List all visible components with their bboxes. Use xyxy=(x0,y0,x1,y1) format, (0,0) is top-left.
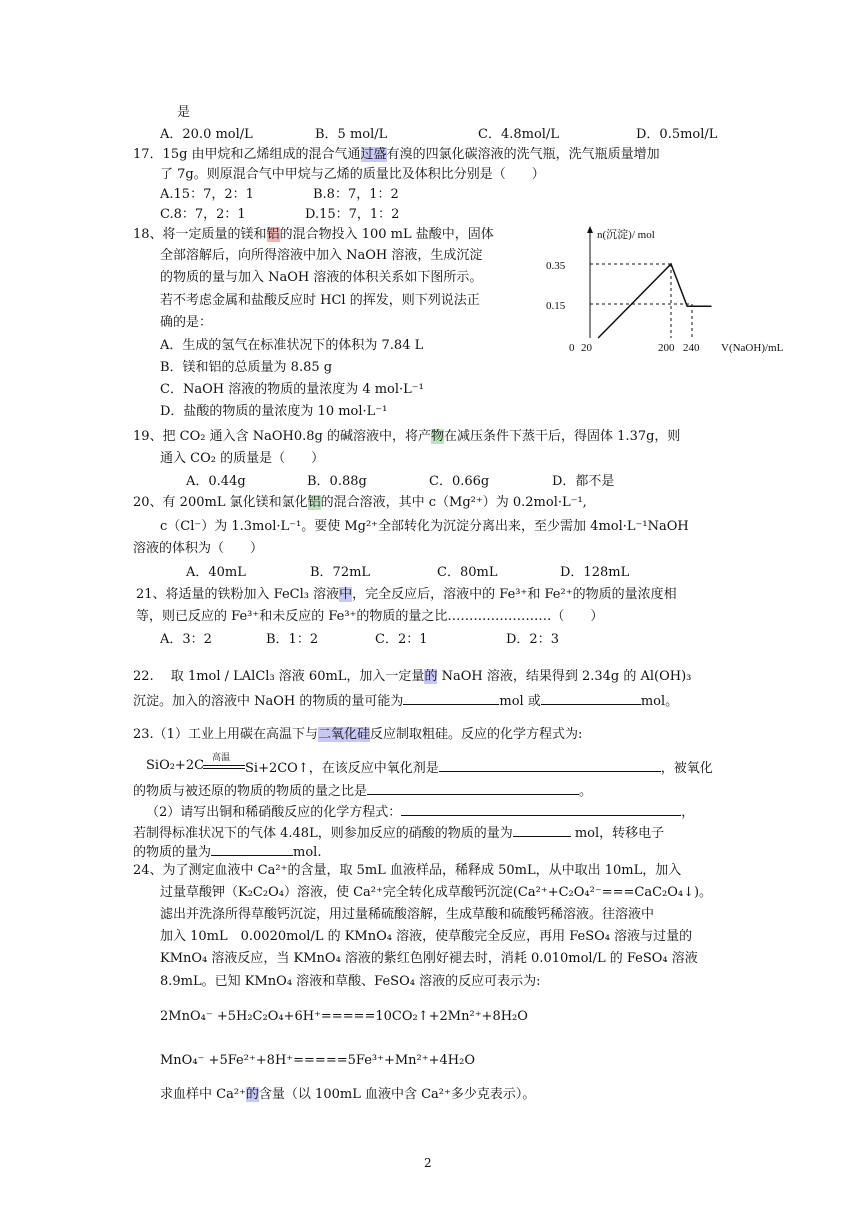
q21-highlight: 中 xyxy=(339,587,353,602)
q20-text-b: 的混合溶液，其中 c（Mg²⁺）为 0.2mol·L⁻¹, xyxy=(320,495,587,510)
q17-option-b: B.8：7，1：2 xyxy=(313,187,399,202)
q23-highlight: 二氧化硅 xyxy=(317,727,370,742)
q17-highlight: 过盛 xyxy=(360,147,387,162)
q22-text-e: mol。 xyxy=(640,694,679,709)
q20-option-d: D．128mL xyxy=(560,565,630,580)
q23-text-f: ， xyxy=(681,805,695,820)
q17-option-c: C.8：7，2：1 xyxy=(160,207,246,222)
q23-line-5 xyxy=(133,822,664,843)
page-number: 2 xyxy=(424,1156,432,1170)
q19-line-2: 通入 CO₂ 的质量是（ ） xyxy=(160,451,325,466)
q16-option-b: B．5 mol/L xyxy=(315,127,388,142)
q20-highlight: 铝 xyxy=(307,495,321,510)
precipitate-curve xyxy=(598,264,711,338)
q22-line-1 xyxy=(133,668,691,686)
q23-text-i: 的物质的量为 xyxy=(133,845,212,860)
x-tick-20: 20 xyxy=(581,342,592,354)
y-axis-label: n(沉淀)/ mol xyxy=(597,229,655,241)
q21-text-b: ，完全反应后，溶液中的 Fe³⁺和 Fe²⁺的物质的量浓度相 xyxy=(352,587,677,602)
q21-option-d: D．2：3 xyxy=(506,632,559,647)
q18-text-a: 18、将一定质量的镁和 xyxy=(133,227,267,242)
q17-line-1 xyxy=(133,146,660,164)
q19-option-a: A．0.44g xyxy=(186,474,246,489)
x-axis-label: V(NaOH)/mL xyxy=(721,342,784,354)
q21-option-c: C．2：1 xyxy=(375,632,428,647)
q21-option-b: B．1：2 xyxy=(266,632,319,647)
q23-equation-tail: ，被氧化 xyxy=(660,761,713,776)
q17-option-a: A.15：7，2：1 xyxy=(160,187,254,202)
q16-tail: 是 xyxy=(177,105,191,120)
q18-text-b: 的混合物投入 100 mL 盐酸中，固体 xyxy=(279,227,494,242)
q16-option-d: D．0.5mol/L xyxy=(636,127,718,142)
q21-line-1 xyxy=(136,586,677,604)
q22-line-2 xyxy=(133,690,678,711)
q23-text-h: mol，转移电子 xyxy=(570,826,665,841)
q17-text-a: 17．15g 由甲烷和乙烯组成的混合气通 xyxy=(133,147,361,162)
q17-line-2: 了 7g。则原混合气中甲烷与乙烯的质量比及体积比分别是（ ） xyxy=(160,167,545,182)
q23-condition-label: 高温 xyxy=(212,753,231,763)
q24-highlight: 的 xyxy=(245,1087,259,1102)
q24-text-b: 含量（以 100mL 血液中含 Ca²⁺多少克表示）。 xyxy=(258,1087,536,1102)
q23-equation-right: Si+2CO↑，在该反应中氧化剂是 xyxy=(245,761,439,776)
q20-line-1 xyxy=(133,494,587,512)
y-tick-0.35: 0.35 xyxy=(546,260,566,272)
q24-line-1: 24、为了测定血液中 Ca²⁺的含量，取 5mL 血液样品，稀释成 50mL，从中取出 10mL，加入 xyxy=(133,863,682,878)
q19-line-1 xyxy=(133,428,680,446)
q23-line-6 xyxy=(133,841,321,862)
q19-option-d: D．都不是 xyxy=(552,474,615,489)
q21-line-2: 等，则已反应的 Fe³⁺和未反应的 Fe³⁺的物质的量之比……………………（ ） xyxy=(136,609,604,624)
q18-line-5: 确的是： xyxy=(160,315,213,330)
q24-line-3: 滤出并洗涤所得草酸钙沉淀，用过量稀硫酸溶解，生成草酸和硫酸钙稀溶液。往溶液中 xyxy=(160,907,655,922)
q19-text-b: 在减压条件下蒸干后，得固体 1.37g，则 xyxy=(444,429,681,444)
x-tick-0: 0 xyxy=(569,342,575,354)
q18-option-a: A．生成的氢气在标准状况下的体积为 7.84 L xyxy=(160,338,424,353)
q23-oxidant-blank[interactable] xyxy=(439,757,661,772)
q23-text-j: mol. xyxy=(293,845,322,860)
q20-text-a: 20、有 200mL 氯化镁和氯化 xyxy=(133,495,308,510)
q18-line-4: 若不考虑金属和盐酸反应时 HCl 的挥发，则下列说法正 xyxy=(160,293,480,308)
q23-ratio-blank[interactable] xyxy=(367,780,579,795)
y-tick-0.15: 0.15 xyxy=(546,300,566,312)
x-tick-200: 200 xyxy=(658,342,675,354)
q20-option-b: B．72mL xyxy=(310,565,371,580)
q17-text-b: 有溴的四氯化碳溶液的洗气瓶，洗气瓶质量增加 xyxy=(386,147,660,162)
q19-option-c: C．0.66g xyxy=(429,474,490,489)
q19-highlight: 物 xyxy=(431,429,445,444)
q24-question xyxy=(160,1086,535,1104)
q23-line-3 xyxy=(133,780,592,801)
q18-line-2: 全部溶解后，向所得溶液中加入 NaOH 溶液，生成沉淀 xyxy=(160,248,483,263)
q23-text-c: 的物质与被还原的物质的物质的量之比是 xyxy=(133,784,368,799)
q24-equation-1: 2MnO₄⁻ +5H₂C₂O₄+6H⁺=====10CO₂↑+2Mn²⁺+8H₂O xyxy=(160,1009,528,1024)
q23-equals-sign xyxy=(203,765,245,769)
q23-equation-left: SiO₂+2C xyxy=(146,758,205,773)
q23-text-d: 。 xyxy=(579,784,593,799)
q19-text-a: 19、把 CO₂ 通入含 NaOH0.8g 的碱溶液中，将产 xyxy=(133,429,432,444)
precipitate-chart xyxy=(535,220,805,360)
q23-nitric-blank[interactable] xyxy=(513,822,571,837)
q22-answer-blank-2[interactable] xyxy=(541,690,641,705)
q23-text-b: 反应制取粗硅。反应的化学方程式为: xyxy=(369,727,583,742)
q18-line-3: 的物质的量与加入 NaOH 溶液的体积关系如下图所示。 xyxy=(160,270,483,285)
q22-text-d: mol 或 xyxy=(499,694,541,709)
q18-option-c: C．NaOH 溶液的物质的量浓度为 4 mol·L⁻¹ xyxy=(160,382,424,397)
q18-option-b: B．镁和铝的总质量为 8.85 g xyxy=(160,360,333,375)
q22-text-a: 22. 取 1mol / LAlCl₃ 溶液 60mL，加入一定量 xyxy=(133,669,425,684)
q23-line-1 xyxy=(133,726,582,744)
y-axis-arrow xyxy=(587,226,593,233)
q24-line-2: 过量草酸钾（K₂C₂O₄）溶液，使 Ca²⁺完全转化成草酸钙沉淀(Ca²⁺+C₂O₄²⁻===CaC₂O₄↓)。 xyxy=(160,885,713,900)
q24-text-a: 求血样中 Ca²⁺ xyxy=(160,1087,246,1102)
x-tick-240: 240 xyxy=(683,342,700,354)
q24-line-4: 加入 10mL 0.0020mol/L 的 KMnO₄ 溶液，使草酸完全反应，再用 FeSO₄ 溶液与过量的 xyxy=(160,929,693,944)
q20-line-2: c（Cl⁻）为 1.3mol·L⁻¹。要使 Mg²⁺全部转化为沉淀分离出来，至少需加 4mol·L⁻¹NaOH xyxy=(160,519,689,534)
q21-text-a: 21、将适量的铁粉加入 FeCl₃ 溶液 xyxy=(136,587,340,602)
q20-line-3: 溶液的体积为（ ） xyxy=(133,541,264,556)
q23-text-a: 23.（1）工业上用碳在高温下与 xyxy=(133,727,318,742)
q22-text-b: NaOH 溶液，结果得到 2.34g 的 Al(OH)₃ xyxy=(437,669,692,684)
q22-answer-blank-1[interactable] xyxy=(403,690,499,705)
q16-option-a: A．20.0 mol/L xyxy=(160,127,253,142)
q23-line-4 xyxy=(146,801,694,822)
q18-line-1 xyxy=(133,226,494,244)
q23-text-g: 若制得标准状况下的气体 4.48L，则参加反应的硝酸的物质的量为 xyxy=(133,826,513,841)
q23-equation-line xyxy=(245,757,713,778)
q20-option-c: C．80mL xyxy=(437,565,498,580)
q17-option-d: D.15：7，1：2 xyxy=(305,207,400,222)
q23-equation-blank[interactable] xyxy=(401,801,681,816)
q19-option-b: B．0.88g xyxy=(307,474,367,489)
q22-text-c: 沉淀。加入的溶液中 NaOH 的物质的量可能为 xyxy=(133,694,404,709)
q24-line-5: KMnO₄ 溶液反应，当 KMnO₄ 溶液的紫红色刚好褪去时，消耗 0.010mol/L 的 FeSO₄ 溶液 xyxy=(160,951,698,966)
q24-line-6: 8.9mL。已知 KMnO₄ 溶液和草酸、FeSO₄ 溶液的反应可表示为: xyxy=(160,974,541,989)
q18-option-d: D．盐酸的物质的量浓度为 10 mol·L⁻¹ xyxy=(160,404,388,419)
q21-option-a: A．3：2 xyxy=(160,632,212,647)
q23-electron-blank[interactable] xyxy=(211,841,293,856)
q23-text-e: （2）请写出铜和稀硝酸反应的化学方程式： xyxy=(146,805,402,820)
q18-highlight: 铝 xyxy=(266,227,280,242)
q20-option-a: A．40mL xyxy=(186,565,246,580)
q22-highlight: 的 xyxy=(424,669,438,684)
q16-option-c: C．4.8mol/L xyxy=(478,127,559,142)
q24-equation-2: MnO₄⁻ +5Fe²⁺+8H⁺=====5Fe³⁺+Mn²⁺+4H₂O xyxy=(160,1053,475,1068)
